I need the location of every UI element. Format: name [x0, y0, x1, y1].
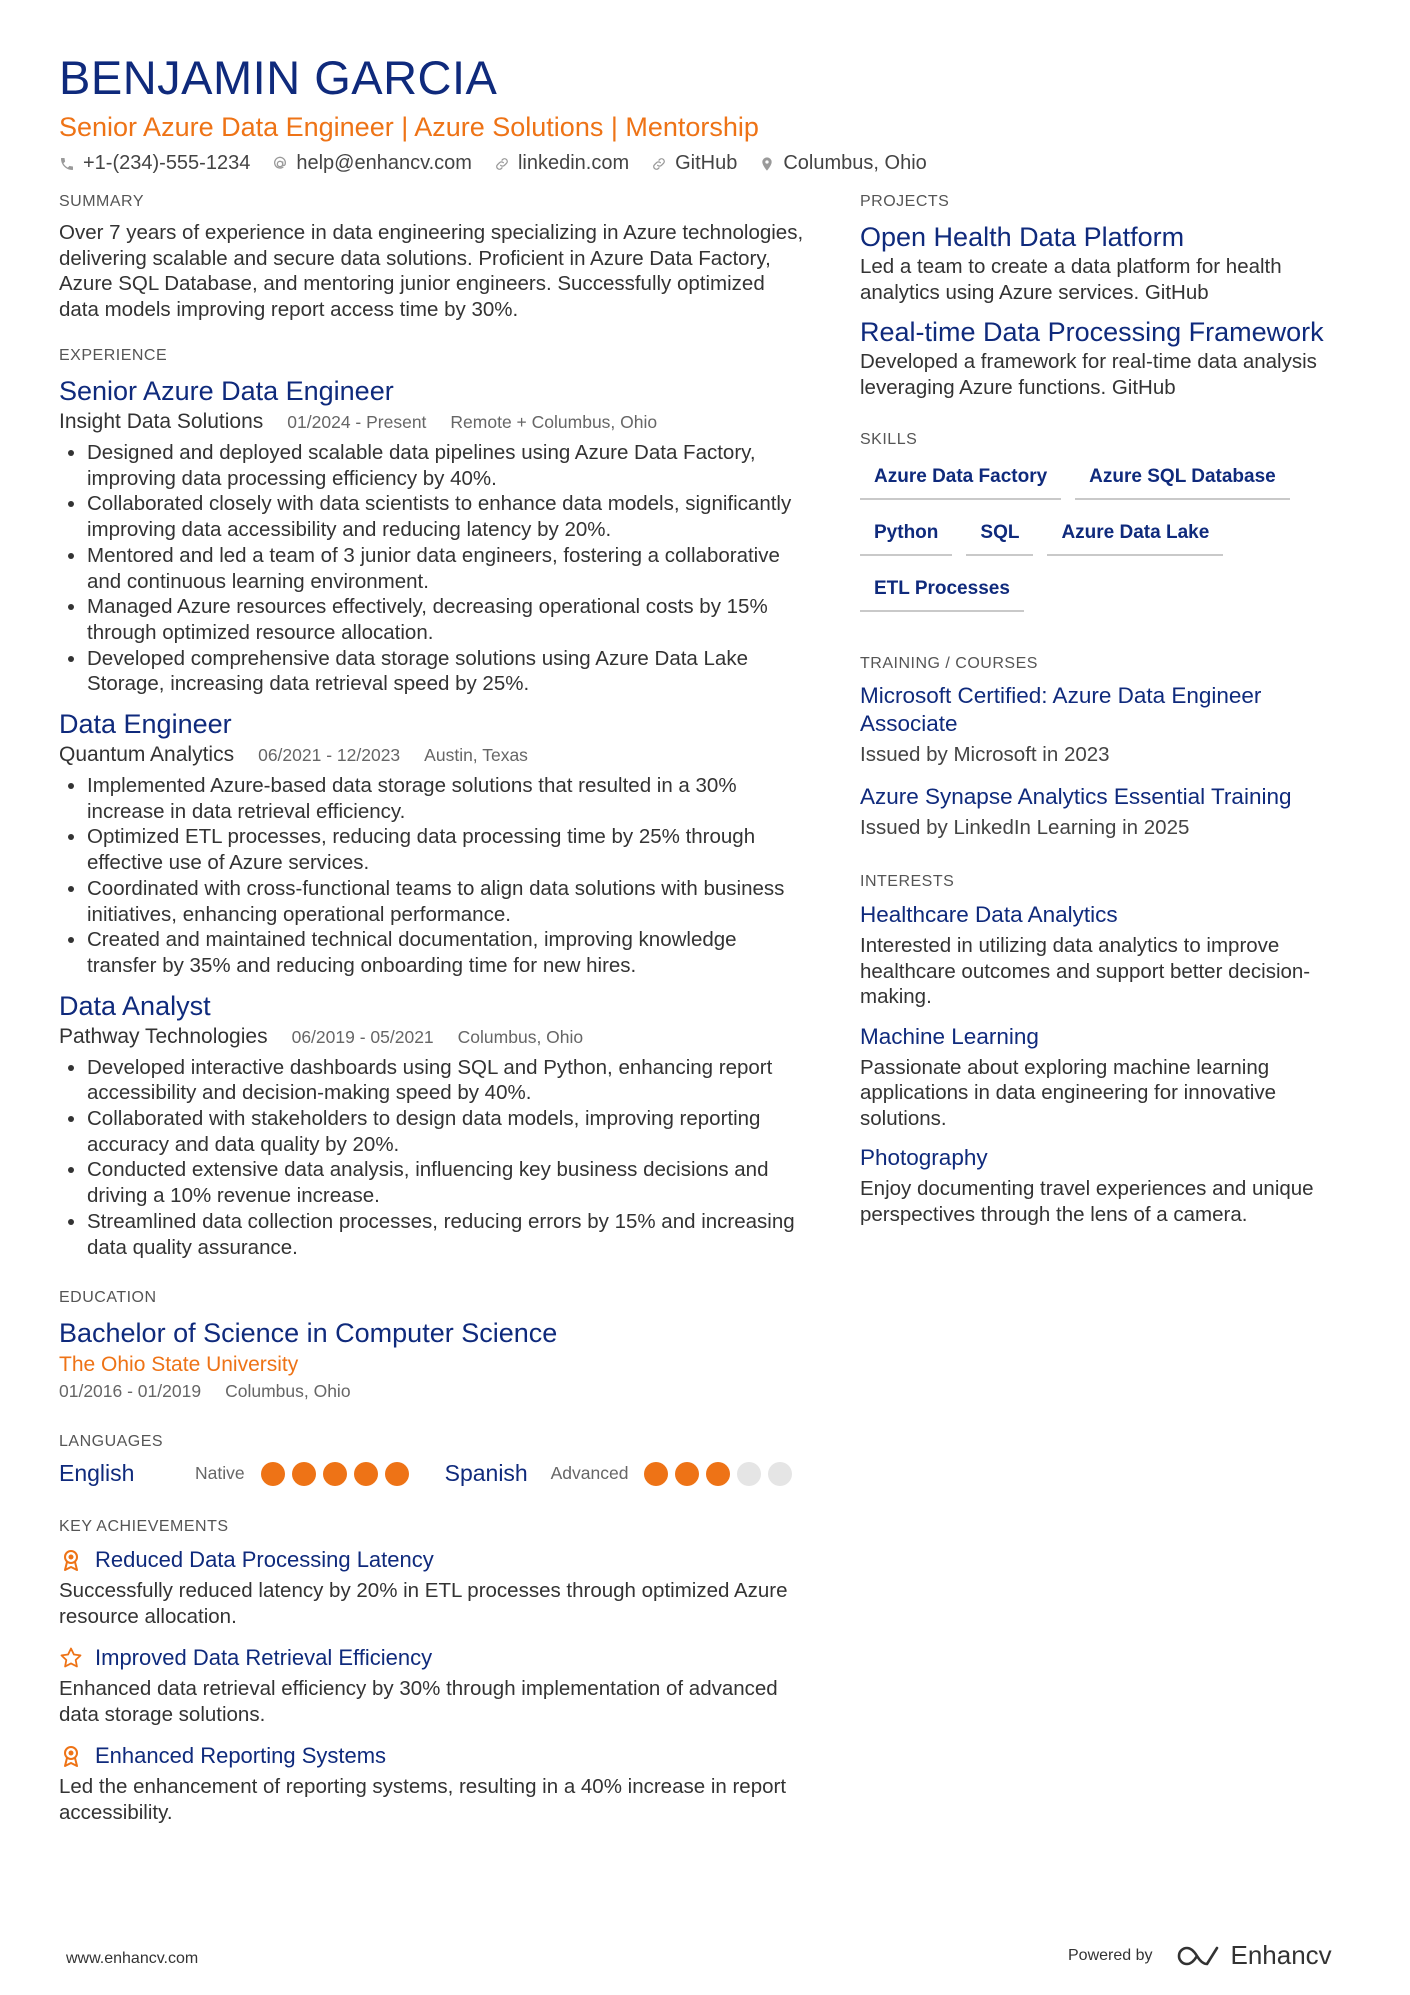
- brand-logo[interactable]: [1177, 1940, 1332, 1971]
- job-bullets: [59, 773, 809, 979]
- rating-dot-empty: [768, 1462, 792, 1486]
- at-icon: [272, 156, 288, 172]
- achievement-item: [59, 1545, 809, 1629]
- achievement-title: Improved Data Retrieval Efficiency: [95, 1645, 433, 1671]
- star-icon: [59, 1646, 83, 1670]
- job-bullet: • Mentored and led a team of 3 junior data engineers, fostering a collaborative and continuous learning environment.: [87, 543, 809, 594]
- contact-phone[interactable]: [59, 152, 250, 175]
- course-item: [860, 682, 1360, 769]
- achievement-text: Led the enhancement of reporting systems, resulting in a 40% increase in report accessibility.: [59, 1775, 787, 1824]
- award-icon: [59, 1744, 83, 1768]
- language-level: Advanced: [550, 1463, 629, 1484]
- project-item: [860, 220, 1360, 305]
- achievement-item: [59, 1741, 809, 1825]
- section-title-experience: EXPERIENCE: [59, 347, 168, 364]
- link-icon: [651, 156, 667, 172]
- job-bullet: • Developed comprehensive data storage solutions using Azure Data Lake Storage, increasing data retrieval speed by 25%.: [87, 646, 809, 697]
- job-bullets: [59, 440, 809, 697]
- project-text: Developed a framework for real-time data analysis leveraging Azure functions. GitHub: [860, 350, 1317, 399]
- candidate-name: BENJAMIN GARCIA: [59, 51, 498, 104]
- courses-section: [860, 654, 1360, 842]
- job-location: Austin, Texas: [424, 745, 528, 766]
- language-rating: [644, 1462, 792, 1486]
- job-bullet: • Implemented Azure-based data storage solutions that resulted in a 30% increase in data retrieval efficiency.: [87, 773, 809, 824]
- powered-by-label: Powered by: [1068, 1946, 1153, 1964]
- summary-text: Over 7 years of experience in data engineering specializing in Azure technologies, delivering scalable and secure data solutions. Proficient in Azure Data Factory, Azure SQL Database, and mentoring junior engineers. Successfully optimized data models improving report access time by 30%.: [59, 221, 804, 321]
- github-text: GitHub: [675, 152, 738, 174]
- language-list: [59, 1460, 809, 1487]
- language-name: Spanish: [444, 1460, 528, 1487]
- job-meta: [59, 741, 809, 769]
- interest-title: Machine Learning: [860, 1023, 1039, 1049]
- job-title: Senior Azure Data Engineer: [59, 376, 394, 406]
- course-title: Azure Synapse Analytics Essential Training: [860, 784, 1292, 809]
- section-title-education: EDUCATION: [59, 1289, 157, 1307]
- rating-dot-filled: [292, 1462, 316, 1486]
- location-pin-icon: [759, 156, 775, 172]
- achievement-header: [59, 1643, 809, 1673]
- contact-email[interactable]: [272, 152, 472, 175]
- language-rating: [261, 1462, 409, 1486]
- job-bullet: • Designed and deployed scalable data pipelines using Azure Data Factory, improving data processing efficiency by 40%.: [87, 440, 809, 491]
- contact-github[interactable]: [651, 152, 737, 175]
- contact-location: [759, 152, 926, 175]
- job-bullet: • Coordinated with cross-functional teams to align data solutions with business initiatives, enhancing operational performance.: [87, 876, 809, 927]
- job-dates: 01/2024 - Present: [287, 412, 427, 432]
- education-school: The Ohio State University: [59, 1353, 299, 1377]
- footer-branding: [1068, 1940, 1332, 1971]
- education-meta: [59, 1380, 809, 1402]
- skill-tag: Python: [860, 514, 952, 556]
- job-company: Insight Data Solutions: [59, 410, 264, 433]
- job-title: Data Engineer: [59, 709, 232, 740]
- education-location: Columbus, Ohio: [225, 1381, 351, 1402]
- job-company: Quantum Analytics: [59, 743, 235, 767]
- section-title-summary: SUMMARY: [59, 193, 144, 210]
- language-item: [445, 1460, 793, 1487]
- rating-dot-filled: [261, 1462, 285, 1486]
- rating-dot-filled: [675, 1462, 699, 1486]
- achievement-header: [59, 1741, 809, 1771]
- job-entry: [59, 374, 809, 697]
- contact-bar: [59, 152, 1359, 175]
- skills-list: [860, 458, 1360, 612]
- job-bullet: • Managed Azure resources effectively, decreasing operational costs by 15% through optimized resource allocation.: [87, 594, 809, 645]
- job-bullet: • Created and maintained technical documentation, improving knowledge transfer by 35% and reducing onboarding time for new hires.: [87, 927, 809, 978]
- brand-name: Enhancv: [1230, 1940, 1332, 1970]
- language-item: [59, 1460, 409, 1487]
- course-title: Microsoft Certified: Azure Data Engineer Associate: [860, 683, 1262, 736]
- interest-text: Interested in utilizing data analytics to improve healthcare outcomes and support better decision-making.: [860, 934, 1311, 1008]
- section-title-projects: PROJECTS: [860, 193, 950, 210]
- job-entry: [59, 989, 809, 1261]
- course-item: [860, 783, 1360, 842]
- job-bullet: • Collaborated with stakeholders to design data models, improving reporting accuracy and data quality by 20%.: [87, 1106, 809, 1157]
- rating-dot-filled: [354, 1462, 378, 1486]
- job-dates: 06/2019 - 05/2021: [291, 1026, 434, 1047]
- education-dates: 01/2016 - 01/2019: [59, 1381, 202, 1402]
- rating-dot-filled: [644, 1462, 668, 1486]
- languages-section: [59, 1432, 809, 1487]
- skill-tag: Azure Data Factory: [860, 458, 1061, 500]
- skills-section: [860, 430, 1360, 612]
- job-bullet: • Streamlined data collection processes, reducing errors by 15% and increasing data quality assurance.: [87, 1209, 809, 1260]
- rating-dot-filled: [706, 1462, 730, 1486]
- section-title-achievements: KEY ACHIEVEMENTS: [59, 1518, 229, 1536]
- section-title-courses: TRAINING / COURSES: [860, 655, 1038, 672]
- language-level: Native: [195, 1463, 245, 1484]
- job-location: Columbus, Ohio: [457, 1026, 584, 1047]
- project-title: Open Health Data Platform: [860, 222, 1185, 252]
- right-column: [860, 192, 1360, 1227]
- contact-linkedin[interactable]: [494, 152, 629, 175]
- resume-header: [59, 50, 1359, 175]
- left-column: [59, 192, 809, 1839]
- email-text: help@enhancv.com: [296, 152, 472, 174]
- education-degree: Bachelor of Science in Computer Science: [59, 1318, 558, 1349]
- job-meta: [59, 408, 809, 436]
- job-bullet: • Optimized ETL processes, reducing data processing time by 25% through effective use of Azure services.: [87, 824, 809, 875]
- projects-section: [860, 192, 1360, 400]
- interests-section: [860, 872, 1360, 1227]
- interest-item: [860, 900, 1360, 1010]
- phone-icon: [59, 156, 75, 172]
- footer-website[interactable]: www.enhancv.com: [66, 1950, 199, 1967]
- interest-title: Photography: [860, 1145, 988, 1170]
- rating-dot-filled: [323, 1462, 347, 1486]
- job-bullet: • Collaborated closely with data scientists to enhance data models, significantly improving data accessibility and reducing latency by 20%.: [87, 491, 809, 542]
- job-location: Remote + Columbus, Ohio: [450, 412, 658, 432]
- interest-item: [860, 1022, 1360, 1132]
- skill-tag: SQL: [966, 514, 1033, 556]
- location-text: Columbus, Ohio: [783, 152, 927, 174]
- job-bullets: [59, 1055, 809, 1261]
- section-title-skills: SKILLS: [860, 431, 918, 448]
- phone-text: +1-(234)-555-1234: [83, 152, 251, 174]
- project-item: [860, 315, 1360, 400]
- experience-section: [59, 346, 809, 1260]
- linkedin-text: linkedin.com: [517, 152, 630, 174]
- language-name: English: [59, 1460, 135, 1487]
- section-title-interests: INTERESTS: [860, 873, 955, 890]
- skill-tag: Azure SQL Database: [1075, 458, 1290, 500]
- achievement-text: Successfully reduced latency by 20% in ETL processes through optimized Azure resource allocation.: [59, 1579, 788, 1628]
- job-meta: [59, 1023, 809, 1051]
- achievement-title: Enhanced Reporting Systems: [95, 1743, 387, 1769]
- achievement-header: [59, 1545, 809, 1575]
- achievements-section: [59, 1517, 809, 1825]
- achievement-title: Reduced Data Processing Latency: [95, 1547, 434, 1573]
- achievement-text: Enhanced data retrieval efficiency by 30% through implementation of advanced data storage solutions.: [59, 1677, 778, 1726]
- job-company: Pathway Technologies: [59, 1024, 268, 1048]
- skill-tag: ETL Processes: [860, 570, 1024, 612]
- job-title: Data Analyst: [59, 990, 211, 1021]
- rating-dot-filled: [385, 1462, 409, 1486]
- interest-item: [860, 1143, 1360, 1227]
- section-title-languages: LANGUAGES: [59, 1433, 164, 1451]
- achievement-item: [59, 1643, 809, 1727]
- job-dates: 06/2021 - 12/2023: [258, 745, 401, 766]
- rating-dot-empty: [737, 1462, 761, 1486]
- project-title: Real-time Data Processing Framework: [860, 317, 1324, 347]
- job-bullet: • Developed interactive dashboards using SQL and Python, enhancing report accessibility and decision-making speed by 40%.: [87, 1055, 809, 1106]
- project-text: Led a team to create a data platform for health analytics using Azure services. GitHub: [860, 255, 1282, 304]
- link-icon: [494, 156, 510, 172]
- education-section: [59, 1288, 809, 1402]
- summary-section: [59, 192, 809, 322]
- enhancv-logo-icon: [1177, 1944, 1221, 1968]
- interest-title: Healthcare Data Analytics: [860, 902, 1118, 927]
- candidate-title: Senior Azure Data Engineer | Azure Solutions | Mentorship: [59, 112, 759, 142]
- course-issuer: Issued by LinkedIn Learning in 2025: [860, 816, 1190, 839]
- skill-tag: Azure Data Lake: [1047, 514, 1223, 556]
- job-entry: [59, 707, 809, 979]
- course-issuer: Issued by Microsoft in 2023: [860, 743, 1110, 766]
- job-bullet: • Conducted extensive data analysis, influencing key business decisions and driving a 10% revenue increase.: [87, 1157, 809, 1208]
- interest-text: Enjoy documenting travel experiences and unique perspectives through the lens of a camera.: [860, 1177, 1314, 1226]
- award-icon: [59, 1548, 83, 1572]
- interest-text: Passionate about exploring machine learning applications in data engineering for innovative solutions.: [860, 1055, 1276, 1130]
